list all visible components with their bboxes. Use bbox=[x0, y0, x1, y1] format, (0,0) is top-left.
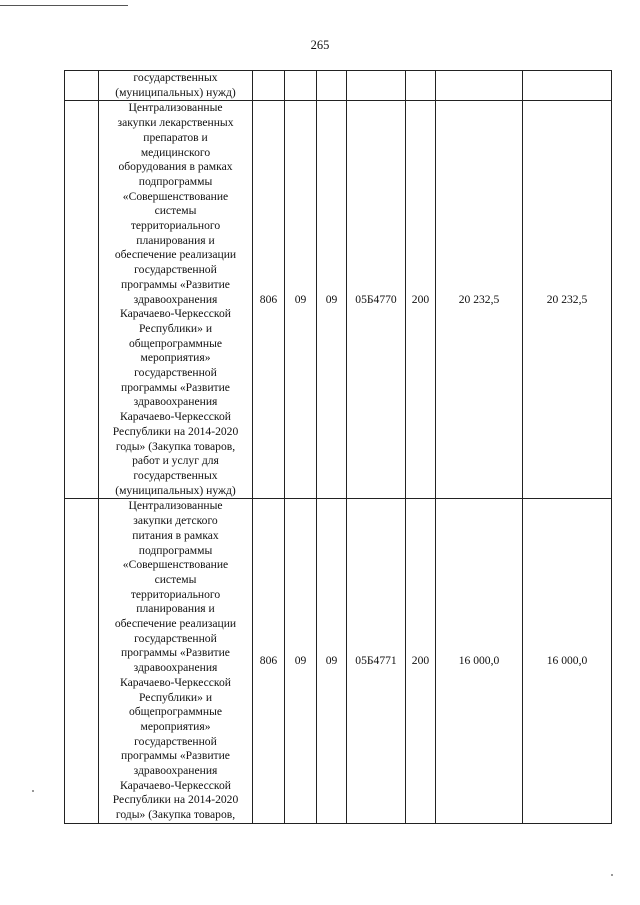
table-row bbox=[65, 101, 612, 499]
row-marker-cell bbox=[65, 499, 99, 823]
table-row bbox=[65, 499, 612, 823]
scan-edge-rule bbox=[0, 5, 128, 6]
subsection-code-cell bbox=[317, 71, 347, 101]
description-cell: Централизованные закупки детского питания в рамках подпрограммы «Совершенствование системы территориального планирования и обеспечение реализации государственной программы «Развитие здравоохранения Карачаево-Черкесской Республики» и общепрограммные мероприятия» государственной программы «Развитие здравоохранения Карачаево-Черкесской Республики на 2014-2020 годы» (Закупка товаров, bbox=[99, 499, 253, 823]
amount-cell: 16 000,0 bbox=[436, 499, 523, 823]
target-article-cell: 05Б4771 bbox=[347, 499, 406, 823]
description-cell: Централизованные закупки лекарственных препаратов и медицинского оборудования в рамках подпрограммы «Совершенствование системы территориального планирования и обеспечение реализации государственной программы «Развитие здравоохранения Карачаево-Черкесской Республики» и общепрограммные мероприятия» государственной программы «Развитие здравоохранения Карачаево-Черкесской Республики на 2014-2020 годы» (Закупка товаров, работ и услуг для государственных (муниципальных) нужд) bbox=[99, 101, 253, 499]
row-marker-cell bbox=[65, 71, 99, 101]
amount-cell: 20 232,5 bbox=[523, 101, 612, 499]
subsection-code-cell: 09 bbox=[317, 101, 347, 499]
scan-speck bbox=[611, 874, 613, 876]
amount-cell: 20 232,5 bbox=[436, 101, 523, 499]
section-code-cell bbox=[285, 71, 317, 101]
ministry-code-cell bbox=[253, 71, 285, 101]
amount-cell bbox=[436, 71, 523, 101]
budget-table bbox=[64, 70, 612, 824]
expense-type-cell bbox=[406, 71, 436, 101]
scan-speck bbox=[32, 790, 34, 792]
table-row bbox=[65, 71, 612, 101]
section-code-cell: 09 bbox=[285, 101, 317, 499]
description-cell: государственных (муниципальных) нужд) bbox=[99, 71, 253, 101]
ministry-code-cell: 806 bbox=[253, 101, 285, 499]
ministry-code-cell: 806 bbox=[253, 499, 285, 823]
amount-cell: 16 000,0 bbox=[523, 499, 612, 823]
section-code-cell: 09 bbox=[285, 499, 317, 823]
amount-cell bbox=[523, 71, 612, 101]
expense-type-cell: 200 bbox=[406, 499, 436, 823]
target-article-cell bbox=[347, 71, 406, 101]
row-marker-cell bbox=[65, 101, 99, 499]
subsection-code-cell: 09 bbox=[317, 499, 347, 823]
target-article-cell: 05Б4770 bbox=[347, 101, 406, 499]
expense-type-cell: 200 bbox=[406, 101, 436, 499]
page-number: 265 bbox=[310, 38, 330, 52]
